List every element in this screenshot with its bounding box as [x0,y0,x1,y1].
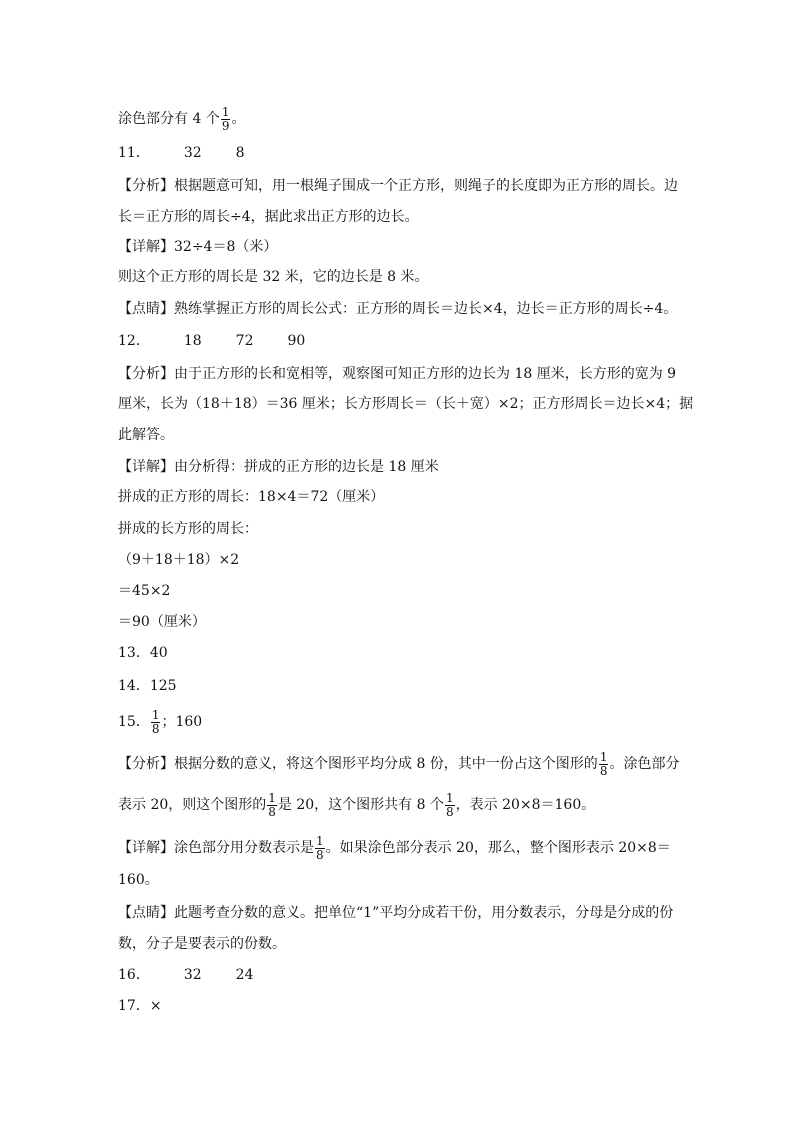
answer-line-16 [118,968,253,982]
analysis-line [118,751,679,777]
text: 则这个正方形的周长是 32 米，它的边长是 8 米。 [118,269,429,285]
text: 拼成的正方形的周长：18×4＝72（厘米） [118,489,385,505]
detail-tag: 【详解】 [118,459,174,475]
text: 拼成的长方形的周长： [118,521,258,537]
text: 。涂色部分 [609,756,680,773]
text: ；160 [161,714,203,731]
denominator: 8 [599,763,608,778]
question-number: 12． [118,333,150,349]
formula-line [118,584,170,598]
analysis-line [118,179,678,193]
numerator: 1 [268,791,276,805]
text: 。如果涂色部分表示 20，那么，整个图形表示 20×8＝ [325,840,671,857]
text-line [118,270,429,284]
question-number: 16． [118,967,150,983]
text: 涂色部分用分数表示是 [174,840,314,857]
text: 数，分子是要表示的份数。 [118,936,286,952]
text-line [118,522,258,536]
denominator: 8 [268,804,276,819]
denominator: 9 [221,118,230,133]
detail-line [118,240,277,254]
detail-line [118,835,671,861]
answer-line-11 [118,146,245,160]
text: 17．× [118,998,162,1014]
text-line [118,397,693,411]
answer-line-13 [118,646,168,660]
answer-line-14 [118,679,177,693]
analysis-tag: 【分析】 [118,366,174,382]
numerator: 1 [599,750,608,764]
text: 此题考查分数的意义。把单位“1”平均分成若干份，用分数表示，分母是分成的份 [174,905,674,921]
answer-line-17 [118,999,162,1013]
fraction [315,835,325,861]
denominator: 8 [316,847,324,862]
comment-line [118,906,673,920]
answer-line-15 [118,709,202,735]
numerator: 1 [151,708,160,722]
text: 涂色部分有 4 个 [118,111,220,128]
answer-value: 18 [183,333,202,349]
text: 。 [231,111,246,128]
text: 长＝正方形的周长÷4，据此求出正方形的边长。 [118,209,419,225]
text: ＝90（厘米） [118,614,206,630]
comment-tag: 【点睛】 [118,301,174,317]
analysis-tag: 【分析】 [118,178,174,194]
text: 表示 20，则这个图形的 [118,797,267,814]
text: 熟练掌握正方形的周长公式：正方形的周长＝边长×4，边长＝正方形的周长÷4。 [174,301,678,317]
answer-value: 90 [287,333,306,349]
answer-line-12 [118,334,305,348]
detail-line [118,460,439,474]
text-line [118,792,595,818]
text: 13．40 [118,645,168,661]
denominator: 8 [445,804,454,819]
comment-line [118,302,677,316]
denominator: 8 [151,721,160,736]
text: 32÷4＝8（米） [174,239,278,255]
text-line [118,210,419,224]
text: 此解答。 [118,427,174,443]
fraction [445,792,455,818]
text: ＝45×2 [118,583,171,599]
analysis-tag: 【分析】 [118,756,174,773]
formula-line [118,615,206,629]
formula-line [118,553,239,567]
analysis-line [118,367,676,381]
detail-tag: 【详解】 [118,840,174,857]
text: ，表示 20×8＝160。 [455,797,596,814]
detail-tag: 【详解】 [118,239,174,255]
fraction [151,709,161,735]
answer-value: 8 [235,145,245,161]
text: 由分析得：拼成的正方形的边长是 18 厘米 [174,459,439,475]
text: 根据分数的意义，将这个图形平均分成 8 份，其中一份占这个图形的 [174,756,598,773]
answer-value: 72 [235,333,254,349]
numerator: 1 [445,791,454,805]
text: 14．125 [118,678,177,694]
text-line [118,106,245,132]
text: 厘米，长为（18＋18）＝36 厘米；长方形周长＝（长＋宽）×2；正方形周长＝边长×4；据 [118,396,694,412]
answer-value: 32 [183,145,202,161]
text-line [118,873,159,887]
text: 由于正方形的长和宽相等，观察图可知正方形的边长为 18 厘米，长方形的宽为 9 [174,366,677,382]
fraction [599,751,609,777]
fraction [221,106,231,132]
numerator: 1 [221,105,230,119]
text-line [118,490,384,504]
question-number: 11． [118,145,150,161]
fraction [267,792,277,818]
numerator: 1 [316,834,324,848]
question-number: 15． [118,714,150,731]
text-line [118,428,174,442]
text: 根据题意可知，用一根绳子围成一个正方形，则绳子的长度即为正方形的周长。边 [174,178,678,194]
text: （9＋18＋18）×2 [118,552,240,568]
text: 是 20，这个图形共有 8 个 [277,797,444,814]
comment-tag: 【点睛】 [118,905,174,921]
text: 160。 [118,872,159,888]
text-line [118,937,286,951]
answer-value: 32 [183,967,202,983]
answer-value: 24 [235,967,254,983]
